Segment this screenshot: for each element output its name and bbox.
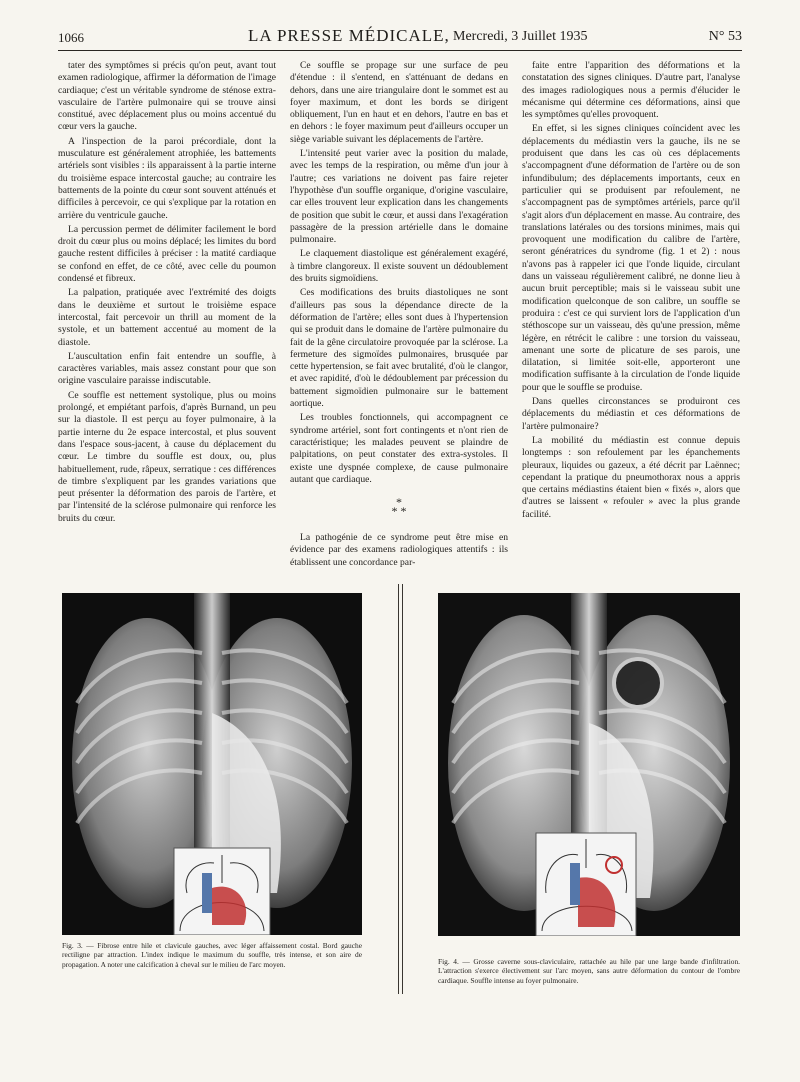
page-number: 1066 — [58, 30, 84, 45]
xray-figure-4 — [438, 593, 740, 936]
issue-number: N° 53 — [708, 29, 742, 44]
paragraph: La percussion permet de délimiter facilement le bord droit du cœur plus ou moins déplacé; les limites du bord gauche restent difficiles à préciser : la matité cardiaque se confond en effet, de ce côté, avec celle du poumon condensé et fibreux. — [58, 223, 276, 285]
paragraph: A l'inspection de la paroi précordiale, dont la musculature est généralement atrophiée, les battements artériels sont visibles : ils apparaissent à la partie interne du troisième espace intercostal gauche; au contraire les battements de la pointe du cœur sont souvent atténués et difficiles à percevoir, ce qui s'explique par la rotation en arrière du ventricule gauche. — [58, 135, 276, 221]
paragraph: Ce souffle est nettement systolique, plus ou moins prolongé, et empiétant parfois, d'après Burnand, un peu sur la diastole. Il est perçu au foyer pulmonaire, à la partie interne du 2e espace intercostal, et plus souvent dans l'espace sous-jacent, à cause du déplacement du cœur. Le timbre du souffle est doux, ou, plus habituellement, rude, râpeux, serratique : ces différences de timbre s'expliquent par les grandes variations que peut présenter la déformation des parois de l'artère, et par l'intensité de la sclérose pulmonaire qui renforce les bruits du cœur. — [58, 389, 276, 524]
issue-date: Mercredi, 3 Juillet 1935 — [453, 29, 588, 44]
paragraph: La palpation, pratiquée avec l'extrémité des doigts dans le deuxième et surtout le troisième espace intercostal, fait percevoir un thrill au moment de la systole, et un battement accentué au moment de la diastole. — [58, 287, 276, 348]
text-column-3 — [522, 60, 740, 521]
figure-caption: Fig. 3. — Fibrose entre hile et clavicule gauches, avec léger affaissement costal. Bord gauche rectiligne par attraction. L'index indique le maximum du souffle, très intense, et son aire de propagation. A noter une calcification à cheval sur le milieu de l'arc moyen. — [62, 941, 362, 969]
chest-xray-image — [438, 593, 740, 936]
paragraph: Dans quelles circonstances se produiront ces déplacements du médiastin et ces déformations de l'artère pulmonaire? — [522, 396, 740, 432]
paragraph: Ce souffle se propage sur une surface de peu d'étendue : il s'entend, en s'atténuant de dedans en dehors, dans une aire triangulaire dont le sommet est au foyer maximum, et dont les bords se dirigent obliquement, l'un en haut et en dehors, l'autre en bas et en dehors : le foyer maximum peut d'ailleurs occuper un siège variable suivant les déplacements de l'artère. — [290, 60, 508, 145]
paragraph: L'intensité peut varier avec la position du malade, avec les temps de la respiration, ou même d'un jour à l'autre; ces variations ne doivent pas faire rejeter l'hypothèse d'un souffle organique, d'origine vasculaire, car elles trouvent leur explication dans les changements de position que subit le cœur, et aussi dans l'exagération passagère de la pression artérielle dans le domaine pulmonaire. — [290, 148, 508, 246]
column-divider — [398, 584, 399, 994]
xray-figure-3 — [62, 593, 362, 935]
section-separator: * * * — [391, 495, 407, 519]
paragraph: Les troubles fonctionnels, qui accompagnent ce syndrome artériel, sont fort contingents et n'ont rien de caractéristique; les malades peuvent se plaindre de palpitations, on peut constater des extra-systoles. Il existe une dyspnée complexe, de cause pulmonaire autant que cardiaque. — [290, 412, 508, 485]
paragraph: tater des symptômes si précis qu'on peut, avant tout examen radiologique, affirmer la déformation de l'image cardiaque; c'est un véritable syndrome de sténose extra-vasculaire de l'artère pulmonaire qui se trouve ainsi constitué, avec déplacement plus ou moins accentué du cœur vers la gauche. — [58, 60, 276, 133]
journal-title: LA PRESSE MÉDICALE, — [248, 26, 450, 45]
paragraph: L'auscultation enfin fait entendre un souffle, à caractères variables, mais assez constant pour que son origine vasculaire paraisse indiscutable. — [58, 350, 276, 387]
chest-xray-image — [62, 593, 362, 935]
paragraph: La mobilité du médiastin est connue depuis longtemps : son refoulement par les épanchements pleuraux, liquides ou gazeux, a été décrit par Laënnec; cependant la pratique du pneumothorax nous a appris que certains médiastins étaient bien « fixés », alors que d'autres se laissent « refouler » avec la plus grande facilité. — [522, 434, 740, 520]
figure-caption: Fig. 4. — Grosse caverne sous-claviculaire, rattachée au hile par une large bande d'infiltration. L'attraction s'exerce électivement sur l'arc moyen, sans autre déformation du contour de l'ombre cardiaque. Souffle intense au foyer pulmonaire. — [438, 957, 740, 985]
text-column-1 — [58, 60, 276, 525]
paragraph: En effet, si les signes cliniques coïncident avec les déplacements du médiastin vers la gauche, ils ne se produisent que dans les cas où ces déplacements s'accompagnent d'une déformation de l'artère ou de son infundibulum; des déplacements importants, ceux en particulier qui se produisent par refoulement, ne s'accompagnent pas de symptômes artériels, parce qu'il s'agit alors d'un déplacement en masse. Au contraire, des translations latérales ou des torsions minimes, mais qui provoquent une modification du calibre de l'artère, seront génératrices du syndrome (fig. 1 et 2) : nous n'avons pas à rappeler ici que l'onde liquide, circulant dans un vaisseau régulièrement calibré, ne donne lieu à aucun bruit perceptible; mais si le vaisseau subit une modification quelconque de son calibre, un souffle se produira : c'est ce qui survient lors de l'application d'un stéthoscope sur un vaisseau, dès qu'une pression, même légère, en rétrécit le calibre : une torsion du vaisseau, amenant une sorte de plicature de ses parois, une dilatation, si limitée soit-elle, apporteront une modification suffisante à la circulation de l'onde liquide pour que le souffle se produise. — [522, 123, 740, 393]
column-divider — [402, 584, 403, 994]
paragraph: Ces modifications des bruits diastoliques ne sont d'ailleurs pas sous la dépendance directe de la déformation de l'artère; elles sont dues à l'hypertension qui se produit dans le domaine de l'artère pulmonaire du fait de la gêne circulatoire provoquée par la sclérose. La fermeture des sigmoïdes pulmonaires, brusquée par cette hypertension, se fait avec brutalité, d'où le clangor, et avec rapidité, d'où le dédoublement par précession du battement sigmoïdien pulmonaire sur le battement aortique. — [290, 287, 508, 410]
paragraph: La pathogénie de ce syndrome peut être mise en évidence par des examens radiologiques attentifs : ils établissent une concordance par- — [290, 532, 508, 568]
text-column-2 — [290, 60, 508, 569]
paragraph: faite entre l'apparition des déformations et la constatation des signes cliniques. D'autre part, l'analyse des images radiologiques nous a permis d'élucider le mécanisme qui détermine ces déformations, ainsi que les symptômes qu'elles provoquent. — [522, 60, 740, 121]
paragraph: Le claquement diastolique est généralement exagéré, à timbre clangoreux. Il existe souvent un dédoublement des bruits sigmoïdiens. — [290, 248, 508, 285]
page-header — [58, 24, 742, 51]
